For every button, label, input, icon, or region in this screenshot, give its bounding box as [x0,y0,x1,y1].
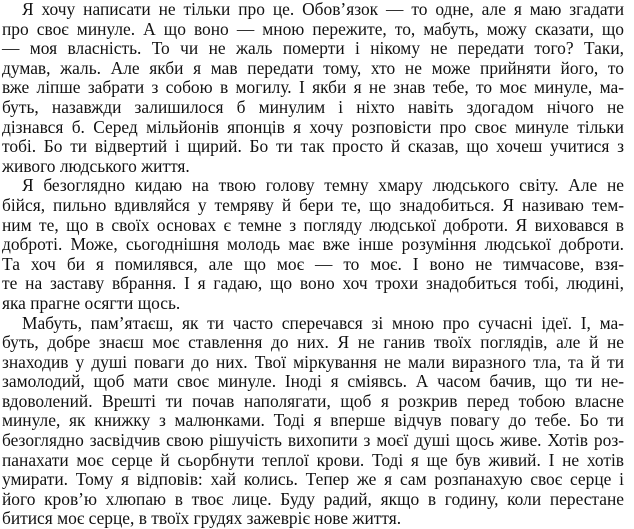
text-line: буть, назавжди залишилося б минулим і ніхто навіть здогадом нічого не [0,98,624,118]
text-line: безоглядно засвідчив свою рішучість вихопити з моєї душі щось живе. Хотів роз- [0,431,624,451]
text-line: про своє минуле. А що воно — мною пережите, то, мабуть, можу сказати, що [0,20,624,40]
text-line: вже ліпше забрати з собою в могилу. І якби я не знав тебе, то моє минуле, ма- [0,78,624,98]
text-line: живого людського життя. [0,157,624,177]
text-line: знаходив у душі поваги до них. Твої міркування не мали виразного тла, та й ти [0,353,624,373]
text-line: битися моє серце, в твоїх грудях зажевріє нове життя. [0,509,624,529]
text-line: Мабуть, пам’ятаєш, як ти часто сперечався зі мною про сучасні ідеї. І, ма- [0,314,624,334]
text-line: панахати моє серце й сьорбнути теплої крови. Тоді я ще був живий. І не хотів [0,451,624,471]
paragraph-3 [0,314,634,529]
text-line: Я безоглядно кидаю на твою голову темну хмару людського світу. Але не [0,176,624,196]
paragraph-1 [0,0,634,176]
text-line: бійся, пильно вдивляйся у темряву й бери те, що знадобиться. Я називаю тем- [0,196,624,216]
text-line: думав, жаль. Але якби я мав передати тому, хто не може прийняти його, то [0,59,624,79]
text-line: яка прагне осягти щось. [0,294,624,314]
text-line: тобі. Бо ти відвертий і щирий. Бо ти так просто й сказав, що хочеш учитися з [0,137,624,157]
text-line: — моя власність. То чи не жаль померти і нікому не передати того? Таки, [0,39,624,59]
text-line: доброті. Може, сьогоднішня молодь має вже інше розуміння людської доброти. [0,235,624,255]
text-line: вдоволений. Врешті ти почав наполягати, щоб я розкрив перед тобою власне [0,392,624,412]
text-line: Я хочу написати не тільки про це. Обов’язок — то одне, але я маю згадати [0,0,624,20]
text-line: Та хоч би я помилявся, але що моє — то моє. І воно не тимчасове, взя- [0,255,624,275]
paragraph-2 [0,176,634,313]
text-line: буть, добре знаєш моє ставлення до них. Я не ганив твоїх поглядів, але й не [0,333,624,353]
text-line: дізнався б. Серед мільйонів японців я хочу розповісти про своє минуле тільки [0,118,624,138]
text-line: умирати. Тому я відповів: хай колись. Тепер же я сам розпанахую своє серце і [0,470,624,490]
text-line: те на заставу вбрання. І я гадаю, що воно хоч трохи знадобиться тобі, людині, [0,274,624,294]
text-line: минуле, як книжку з малюнками. Тоді я вперше відчув повагу до тебе. Бо ти [0,411,624,431]
text-line: замолодий, щоб мати своє минуле. Іноді я сміявсь. А часом бачив, що ти не- [0,372,624,392]
text-line: його кров’ю хлюпаю в твоє лице. Буду радий, якщо в годину, коли перестане [0,490,624,510]
text-line: ним те, що в своїх основах є темне з погляду людської доброти. Я виховався в [0,216,624,236]
